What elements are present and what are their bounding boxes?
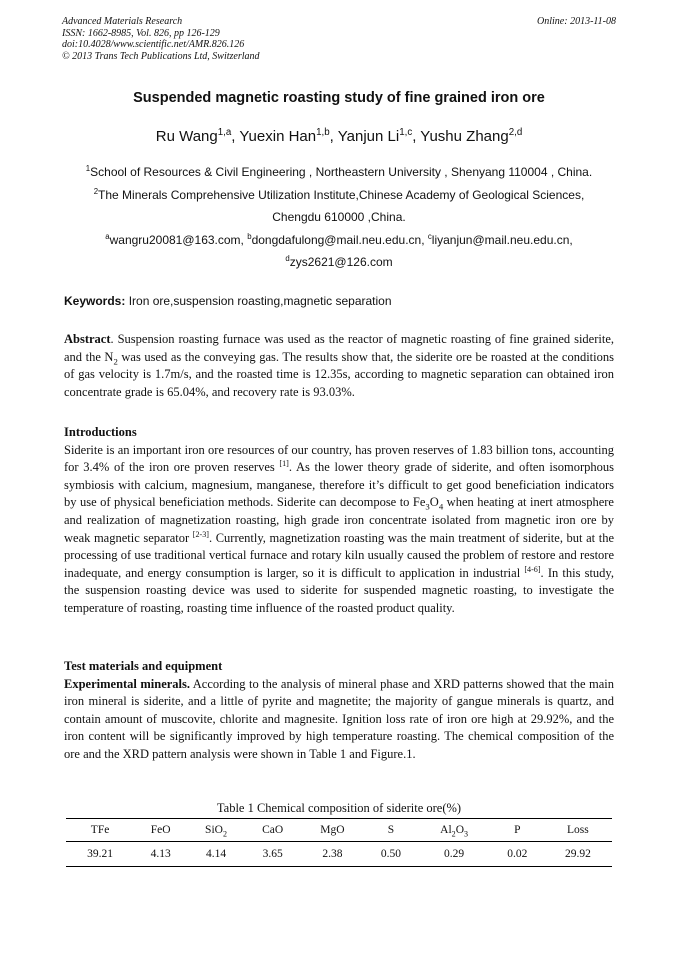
table-cell: 0.29 (417, 842, 490, 867)
table-cell: 0.02 (491, 842, 544, 867)
online-date: Online: 2013-11-08 (537, 16, 616, 27)
column-header: S (364, 819, 417, 842)
keywords-label: Keywords: (64, 294, 126, 308)
column-header: FeO (134, 819, 187, 842)
abstract-label: Abstract (64, 332, 111, 346)
paragraph-text: According to the analysis of mineral phase and XRD patterns showed that the main iron mineral is siderite, and a little of pyrite and magnetite; the majority of gangue minerals is quartz, and contain amount of muscovite, chlorite and magnesite. Ignition loss rate of iron ore high at 29.92%, and the iron content will be significantly improved by high temperature roasting. The chemical composition of the ore and the XRD pattern analysis were shown in Table 1 and Figure.1. (64, 676, 614, 761)
author-sup: 1,c (399, 127, 413, 138)
email-sup: a (105, 232, 110, 241)
table-cell: 39.21 (66, 842, 134, 867)
affiliation-sup: 1 (85, 164, 91, 173)
keywords-text: Iron ore,suspension roasting,magnetic separation (125, 294, 392, 308)
paragraph-text: Siderite is an important iron ore resources of our country, has proven reserves of 1.83 billion tons, accounting for 3.4% of the iron ore proven reserves (64, 442, 614, 475)
author-sup: 2,d (508, 127, 523, 138)
table-row (66, 842, 612, 867)
paragraph-text: . In this study, the suspension roasting device was used to siderite for suspended magnetic roasting, to investigate the temperature of roasting, roasting time influence of the roasted product quality. (64, 565, 615, 615)
abstract-sub: 2 (113, 356, 118, 367)
column-header: SiO$_2$ (187, 819, 245, 842)
column-header: MgO (300, 819, 364, 842)
introductions-heading: Introductions (64, 425, 137, 439)
citation: [4-6] (524, 564, 541, 574)
journal-header (62, 16, 616, 62)
formula-sub: 3 (425, 501, 430, 512)
keywords (64, 294, 614, 308)
affiliation-text: The Minerals Comprehensive Utilization Institute,Chinese Academy of Geological Sciences, (98, 188, 585, 202)
introductions-paragraph (64, 442, 614, 618)
author-sup: 1,a (217, 127, 232, 138)
citation: [1] (279, 459, 289, 469)
paper-title: Suspended magnetic roasting study of fine grained iron ore (133, 90, 545, 106)
email-address: dongdafulong@mail.neu.edu.cn, (251, 233, 428, 247)
email-line-1 (0, 233, 678, 247)
introductions-section (64, 424, 614, 618)
abstract-text: was used as the conveying gas. The results show that, the siderite ore be roasted at the conditions of gas velocity is 1.7m/s, and the roasted time is 12.35s, according to magnetic separation can obtained iron concentrate grade is 65.04%, and recovery rate is 93.03%. (64, 349, 614, 399)
table-cell: 3.65 (245, 842, 301, 867)
column-header: CaO (245, 819, 301, 842)
table-cell: 4.13 (134, 842, 187, 867)
abstract (64, 331, 614, 401)
column-header: Loss (544, 819, 612, 842)
author-name: Yushu Zhang (420, 128, 509, 145)
paragraph-text: . Currently, magnetization roasting was the main treatment of siderite, but at the processing of use traditional vertical furnace and rotary kiln usually caused the problem of restore and restore inadequate, and energy consumption is larger, so it is difficult to application in industrial (64, 530, 614, 580)
column-header: TFe (66, 819, 134, 842)
citation: [2-3] (192, 529, 209, 539)
table-caption: Table 1 Chemical composition of siderite ore(%) (216, 801, 462, 815)
email-address: zys2621@126.com (289, 255, 393, 269)
email-sup: d (285, 254, 290, 263)
paragraph-text: when heating at inert atmosphere and realization of magnetization roasting, high grade iron concentrate isolated from magnetic iron ore by weak magnetic separator (64, 495, 614, 545)
affiliation-text: School of Resources & Civil Engineering , Northeastern University , Shenyang 110004 , China. (90, 165, 593, 179)
test-materials-section (64, 658, 614, 764)
column-header: $Al_2O_3$ (417, 819, 490, 842)
test-materials-paragraph (64, 676, 614, 764)
test-materials-heading: Test materials and equipment (64, 659, 223, 673)
journal-name: Advanced Materials Research (62, 16, 183, 27)
paragraph-text: . As the lower theory grade of siderite, and often isomorphous symbiosis with calcium, magnesium, manganese, therefore it’s difficult to get good beneficiation indicators by use of physical beneficiation methods. Siderite can decompose to Fe (64, 460, 614, 510)
author-name: Yanjun Li (337, 128, 400, 145)
copyright-line: © 2013 Trans Tech Publications Ltd, Switzerland (62, 50, 260, 62)
abstract-text: . Suspension roasting furnace was used as the reactor of magnetic roasting of fine grained siderite, and the N (64, 332, 614, 364)
author-name: Yuexin Han (239, 128, 317, 145)
issn-line: ISSN: 1662-8985, Vol. 826, pp 126-129 (62, 27, 220, 39)
chemical-composition-table (66, 818, 612, 867)
author-sup: 1,b (316, 127, 330, 138)
table-cell: 0.50 (364, 842, 417, 867)
author-list: Ru Wang$^{1,a}$, Yuexin Han$^{1,b}$, Yanjun Li$^{1,c}$, Yushu Zhang$^{2,d}$ (155, 127, 523, 145)
email-address: wangru20081@163.com, (109, 233, 248, 247)
email-address: liyanjun@mail.neu.edu.cn, (431, 233, 573, 247)
column-header: P (491, 819, 544, 842)
subsection-heading: Experimental minerals. (64, 676, 191, 691)
author-name: Ru Wang (155, 128, 218, 145)
email-line-2 (0, 255, 678, 269)
affiliation-2 (0, 188, 678, 202)
paragraph-text: O (429, 495, 439, 510)
email-sup: b (247, 232, 252, 241)
affiliation-1 (0, 165, 678, 179)
table-cell: 2.38 (300, 842, 364, 867)
affiliation-sup: 2 (93, 187, 99, 196)
table-cell: 29.92 (544, 842, 612, 867)
table-header-row (66, 819, 612, 842)
affiliation-2-cont: Chengdu 610000 ,China. (272, 210, 406, 224)
table-cell: 4.14 (187, 842, 245, 867)
email-sup: c (427, 232, 432, 241)
doi-line: doi:10.4028/www.scientific.net/AMR.826.126 (62, 39, 245, 50)
formula-sub: 4 (438, 501, 444, 512)
